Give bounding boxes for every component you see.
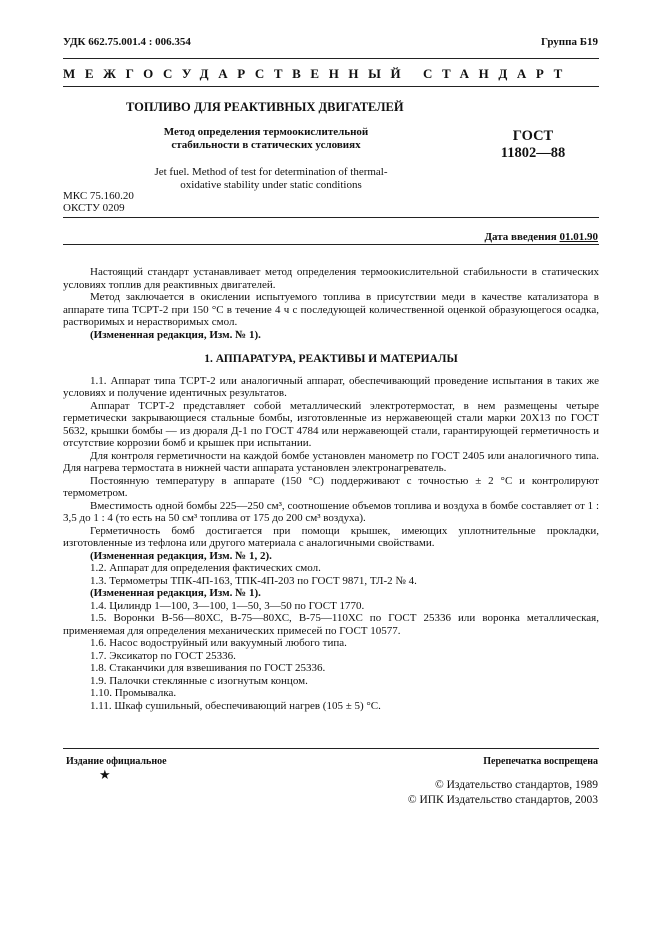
document-title: ТОПЛИВО ДЛЯ РЕАКТИВНЫХ ДВИГАТЕЛЕЙ <box>126 100 404 114</box>
mks-code: МКС 75.160.20 <box>63 190 134 202</box>
clause-1-4: 1.4. Цилиндр 1—100, 3—100, 1—50, 3—50 по ГОСТ 1770. <box>90 599 365 612</box>
date-rule <box>63 244 599 245</box>
standard-banner: МЕЖГОСУДАРСТВЕННЫЙ СТАНДАРТ <box>63 66 572 81</box>
footer-rule <box>63 748 599 749</box>
paragraph-scope: Настоящий стандарт устанавливает метод определения термоокислительной стабильности в статических условиях топлив для реактивных двигателей. <box>63 266 599 291</box>
reprint-notice: Перепечатка воспрещена <box>483 756 598 767</box>
subtitle-line-2: стабильности в статических условиях <box>171 139 361 151</box>
english-title-line-1: Jet fuel. Method of test for determination of thermal- <box>154 166 388 178</box>
copyright-line-2: © ИПК Издательство стандартов, 2003 <box>407 794 598 806</box>
okstu-code: ОКСТУ 0209 <box>63 202 125 214</box>
clause-1-1-sealing: Герметичность бомб достигается при помощи крышек, имеющих уплотнительные прокладки, изготовленные из тефлона или другого материала с аналогичными свойствами. <box>63 524 599 549</box>
header-rule <box>63 217 599 218</box>
clause-1-9: 1.9. Палочки стеклянные с изогнутым концом. <box>90 674 308 687</box>
clause-1-1: 1.1. Аппарат типа ТСРТ-2 или аналогичный аппарат, обеспечивающий проведение испытания в таких же условиях и получение идентичных результатов. <box>63 374 599 399</box>
copyright-line-1: © Издательство стандартов, 1989 <box>434 779 598 791</box>
copyright-block <box>408 778 598 808</box>
subtitle-line-1: Метод определения термоокислительной <box>163 126 369 138</box>
clause-1-11: 1.11. Шкаф сушильный, обеспечивающий нагрев (105 ± 5) °С. <box>90 699 381 712</box>
document-subtitle <box>126 126 406 152</box>
clause-1-1-apparatus: Аппарат ТСРТ-2 представляет собой металлический электротермостат, в нем размещены четыре герметически закрывающиеся стальные бомбы, изготовленные из нержавеющей стали марки 20Х13 по ГОСТ 5632, крышки бомбы — из дюраля Д-1 по ГОСТ 4784 или нержавеющей стали, гарантирующей герметичность и отсутствие коррозии бомб и крышек при испытании. <box>63 399 599 449</box>
clause-1-10: 1.10. Промывалка. <box>90 687 177 699</box>
clause-1-5: 1.5. Воронки В-56—80ХС, В-75—80ХС, В-75—110ХС по ГОСТ 25336 или воронка металлическая, применяемая для определения механических примесей по ГОСТ 10577. <box>63 612 599 637</box>
clause-1-1-manometer: Для контроля герметичности на каждой бомбе установлен манометр по ГОСТ 2405 или аналогичного типа. Для нагрева термостата в нижней части аппарата установлен электронагреватель. <box>63 449 599 474</box>
clause-1-1-revision: (Измененная редакция, Изм. № 1, 2). <box>90 549 272 562</box>
clause-1-8: 1.8. Стаканчики для взвешивания по ГОСТ 25336. <box>90 662 326 674</box>
english-title <box>126 166 416 192</box>
clause-1-7: 1.7. Эксикатор по ГОСТ 25336. <box>90 649 236 662</box>
group-code: Группа Б19 <box>541 36 598 48</box>
official-edition: Издание официальное <box>66 756 167 767</box>
gost-designation <box>488 128 578 162</box>
body-text <box>63 266 599 712</box>
paragraph-method: Метод заключается в окислении испытуемого топлива в присутствии меди в качестве катализатора в аппарате типа ТСРТ-2 при 150 °С в течение 4 ч с последующей количественной оценкой образующегося осадка, растворимых и нерастворимых смол. <box>63 291 599 328</box>
star-mark: ★ <box>99 767 111 782</box>
intro-date-label: Дата введения <box>484 231 560 243</box>
clause-1-3-revision: (Измененная редакция, Изм. № 1). <box>90 587 261 599</box>
section-heading: 1. АППАРАТУРА, РЕАКТИВЫ И МАТЕРИАЛЫ <box>204 353 458 365</box>
clause-1-2: 1.2. Аппарат для определения фактических смол. <box>90 562 321 574</box>
gost-number: 11802—88 <box>500 145 566 161</box>
intro-date-value: 01.01.90 <box>559 231 598 243</box>
top-rule <box>63 58 599 59</box>
clause-1-3: 1.3. Термометры ТПК-4П-163, ТПК-4П-203 по ГОСТ 9871, ТЛ-2 № 4. <box>90 574 417 587</box>
intro-date <box>484 231 598 243</box>
gost-label: ГОСТ <box>512 128 554 144</box>
classification-codes <box>63 190 134 214</box>
clause-1-1-temperature: Постоянную температуру в аппарате (150 °С) поддерживают с точностью ± 2 °С и контролируют термометром. <box>63 474 599 499</box>
clause-1-6: 1.6. Насос водоструйный или вакуумный любого типа. <box>90 637 347 649</box>
udk-code: УДК 662.75.001.4 : 006.354 <box>63 36 191 48</box>
clause-1-1-volume: Вместимость одной бомбы 225—250 см³, соотношение объемов топлива и воздуха в бомбе составляет от 1 : 3,5 до 1 : 4 (то есть на 50 см³ топлива от 175 до 200 см³ воздуха). <box>63 499 599 524</box>
paragraph-revision: (Измененная редакция, Изм. № 1). <box>90 328 261 341</box>
banner-rule <box>63 86 599 87</box>
english-title-line-2: oxidative stability under static conditions <box>180 179 362 191</box>
